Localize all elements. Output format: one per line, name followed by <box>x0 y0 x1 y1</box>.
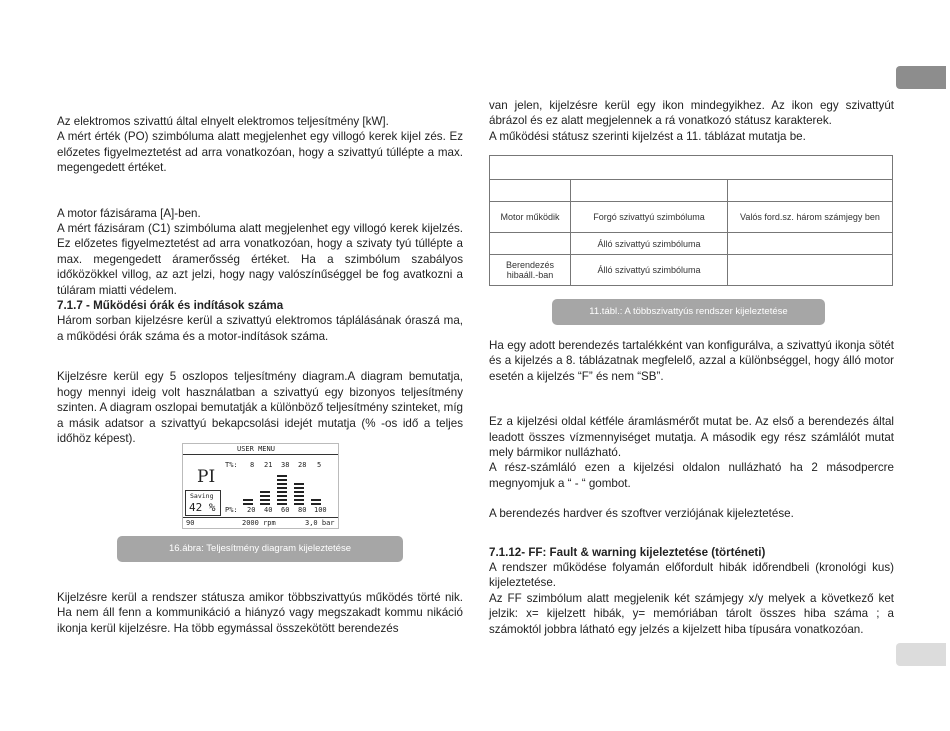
lcd-bar-segment <box>294 491 304 493</box>
lcd-bar-segment <box>294 495 304 497</box>
lcd-p-value: 40 <box>264 506 273 514</box>
lcd-bar-segment <box>277 503 287 505</box>
paragraph: Az FF szimbólum alatt megjelenik két számjegy x/y melyek a következő ket jelzik: x= kijelzett hibák, y= memóriában tárolt összes hiba száma ; a számoktól jobbra látható egy jelzés a kijelzett hiba típusára vonatkozóan. <box>489 591 894 636</box>
lcd-rpm: 2000 rpm <box>242 519 276 527</box>
lcd-bar-segment <box>294 503 304 505</box>
lcd-bar-segment <box>294 499 304 501</box>
lcd-t-value: 8 <box>250 461 255 469</box>
lcd-bar-segment <box>311 503 321 505</box>
lcd-t-value: 28 <box>298 461 307 469</box>
lcd-saving-value: 42 % <box>189 501 216 514</box>
lcd-bar-segment <box>260 503 270 505</box>
lcd-pressure: 3,0 bar <box>305 519 335 527</box>
paragraph: Ha egy adott berendezés tartalékként van konfigurálva, a szivattyú ikonja sötét és a kijelzés a 8. táblázatnak megfelelő, azzal a különbséggel, hogy álló motor esetén a kijelzés “F” és nem “SB”. <box>489 339 894 383</box>
lcd-p-value: 60 <box>281 506 290 514</box>
lcd-bar-segment <box>294 487 304 489</box>
paragraph: A mért érték (PO) szimbóluma alatt megjelenhet egy villogó kerek kijel zés. Ez előzetes figyelmeztetést ad arra vonatkozóan, hogy a szivattyú túllépte a max. megengedett értéket. <box>57 130 463 175</box>
lcd-power-diagram <box>182 443 339 529</box>
paragraph: A motor fázisárama [A]-ben. <box>57 206 201 220</box>
lcd-bar-segment <box>277 491 287 493</box>
lcd-bar-segment <box>277 495 287 497</box>
lcd-bar-segment <box>243 499 253 501</box>
right-column-lower <box>489 338 894 637</box>
lcd-bottom-left: 90 <box>186 519 195 527</box>
table-cell: Berendezés hibaáll.-ban <box>490 255 571 286</box>
lcd-bar-segment <box>260 499 270 501</box>
table-cell: Álló szivattyú szimbóluma <box>571 255 728 286</box>
lcd-bar-segment <box>277 483 287 485</box>
paragraph: A működési státusz szerinti kijelzést a 11. táblázat mutatja be. <box>489 129 806 143</box>
table-cell: Forgó szivattyú szimbóluma <box>571 202 728 233</box>
left-column-bottom <box>57 590 463 636</box>
lcd-bar-segment <box>277 475 287 477</box>
section-heading: 7.1.12- FF: Fault & warning kijeleztetése (történeti) <box>489 545 766 559</box>
lcd-saving-label: Saving <box>190 492 214 500</box>
lcd-bar-area <box>243 471 333 505</box>
paragraph: A mért fázisáram (C1) szimbóluma alatt megjelenhet egy villogó kerek kijelzés. Ez előzetes figyelmeztetést ad arra vonatkozóan, hogy a szivaty tyú túllépte a max. megengedett áramerősség értéket. Ha a szimbólum szabályos időközökkel villog, az azt jelzi, hogy nagy valószínűséggel be fog avatkozni a túláram miatti védelem. <box>57 222 463 297</box>
paragraph: Három sorban kijelzésre kerül a szivattyú elektromos táplálásának óraszá ma, a működési órák száma és a motor-indítások száma. <box>57 314 463 343</box>
lcd-p-value: 20 <box>247 506 256 514</box>
lcd-saving-box <box>185 490 221 516</box>
status-table <box>489 155 893 286</box>
table-cell: Motor működik <box>490 202 571 233</box>
lcd-bar-segment <box>277 499 287 501</box>
lcd-bar-segment <box>243 503 253 505</box>
paragraph: Kijelzésre kerül egy 5 oszlopos teljesítmény diagram.A diagram bemutatja, hogy mennyi ideig volt használatban a szivattyú egy bizonyos teljesítmény szinten. A diagram oszlopai bemutatják a különböző teljesítmény szinteket, míg a másik adatsor a szivattyú bekapcsolási idejét mutatja (% -os idő a teljes időhöz képest). <box>57 370 463 445</box>
lcd-bar-segment <box>277 487 287 489</box>
lcd-t-value: 21 <box>264 461 273 469</box>
left-column <box>57 114 463 446</box>
paragraph: A rész-számláló ezen a kijelzési oldalon nullázható ha 2 másodpercre megnyomjuk a “ - “ gombot. <box>489 461 894 490</box>
paragraph: A berendezés hardver és szoftver verziójának kijeleztetése. <box>489 507 794 521</box>
paragraph: Az elektromos szivattú által elnyelt elektromos teljesítmény [kW]. <box>57 115 389 128</box>
figure-caption: 16.ábra: Teljesítmény diagram kijeleztetése <box>117 536 403 562</box>
page-edge-tab-bottom <box>896 643 946 666</box>
right-column <box>489 98 894 144</box>
lcd-pi-symbol: PI <box>197 467 216 487</box>
lcd-title: USER MENU <box>237 445 275 453</box>
lcd-p-value: 80 <box>298 506 307 514</box>
page-edge-tab-top <box>896 66 946 89</box>
lcd-bar-segment <box>260 491 270 493</box>
paragraph: Ez a kijelzési oldal kétféle áramlásmérőt mutat be. Az első a berendezés által leadott összes vízmennyiséget mutatja. A második egy rész számlálót mutat mely bármikor nullázható. <box>489 415 894 460</box>
paragraph: A rendszer működése folyamán előfordult hibák időrendbeli (kronológi kus) kijeleztetése. <box>489 561 894 590</box>
lcd-t-value: 38 <box>281 461 290 469</box>
paragraph: Kijelzésre kerül a rendszer státusza amikor többszivattyús működés törté nik. Ha nem áll fenn a kommunikáció a hiányzó vagy megszakadt kommu nikáció ikonja kerül kijelzésre. Ha több egymással összekötött berendezés <box>57 591 463 635</box>
section-heading: 7.1.7 - Működési órák és indítások száma <box>57 299 284 313</box>
lcd-bar-segment <box>294 483 304 485</box>
table-cell: Valós ford.sz. három számjegy ben <box>728 202 893 233</box>
lcd-p-label: P%: <box>225 506 238 514</box>
lcd-t-label: T%: <box>225 461 238 469</box>
lcd-p-value: 100 <box>314 506 327 514</box>
lcd-bar-segment <box>260 495 270 497</box>
lcd-bar-segment <box>277 479 287 481</box>
lcd-t-value: 5 <box>317 461 322 469</box>
lcd-bar-segment <box>311 499 321 501</box>
table-cell: Álló szivattyú szimbóluma <box>571 233 728 255</box>
paragraph: van jelen, kijelzésre kerül egy ikon mindegyikhez. Az ikon egy szivattyút ábrázol és ez alatt megjelennek a rá vonatkozó státusz karakterek. <box>489 99 894 128</box>
table-caption: 11.tábl.: A többszivattyús rendszer kijeleztetése <box>552 299 825 325</box>
